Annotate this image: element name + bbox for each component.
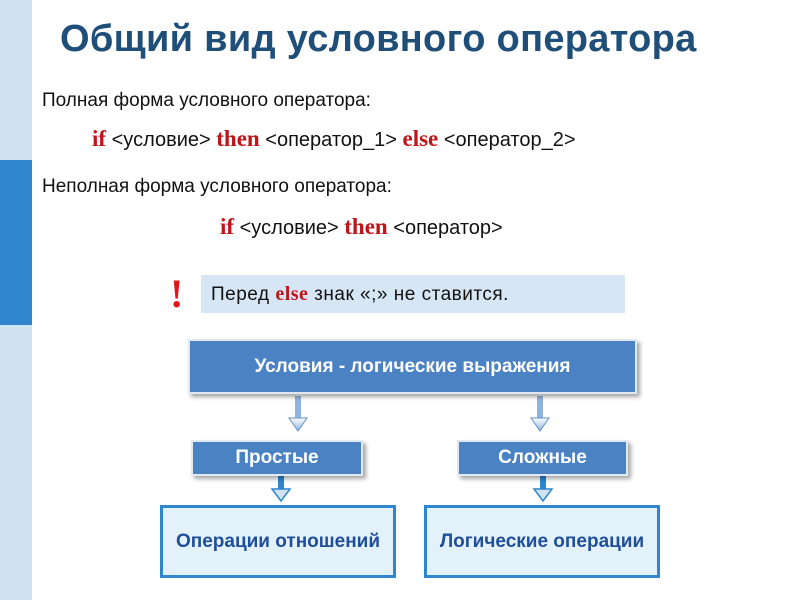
kw-else: else (402, 126, 439, 151)
arrow-right-leaf (534, 476, 552, 501)
cond-text: <условие> (234, 217, 345, 239)
kw-then: then (344, 214, 388, 239)
full-form-label: Полная форма условного оператора: (42, 90, 371, 111)
note-after: знак «;» не ставится. (308, 284, 509, 305)
logical-operations-box: Логические операции (424, 505, 660, 578)
kw-if: if (220, 214, 235, 239)
simple-conditions-box: Простые (191, 440, 363, 476)
arrow-root-right (531, 396, 549, 431)
relation-operations-box: Операции отношений (160, 505, 396, 578)
op2-text: <оператор_2> (438, 129, 576, 151)
note-before: Перед (211, 284, 276, 305)
slide-title: Общий вид условного оператора (60, 18, 697, 60)
kw-if: if (92, 126, 107, 151)
arrow-root-left (289, 396, 307, 431)
note-keyword: else (275, 283, 309, 305)
cond-text: <условие> (106, 129, 217, 151)
diagram-root-box: Условия - логические выражения (188, 339, 637, 394)
op-text: <оператор> (387, 217, 503, 239)
op1-text: <оператор_1> (259, 129, 403, 151)
warning-mark: ! (170, 271, 184, 316)
kw-then: then (216, 126, 260, 151)
arrow-left-leaf (272, 476, 290, 501)
complex-conditions-box: Сложные (457, 440, 628, 476)
short-form-label: Неполная форма условного оператора: (42, 176, 392, 197)
